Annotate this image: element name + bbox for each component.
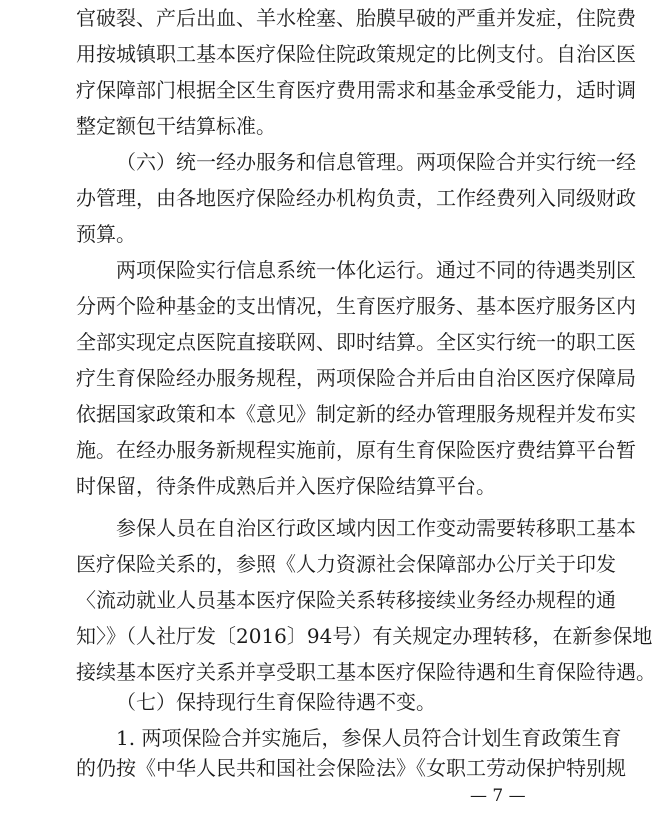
text-line: 知〉》（人社厅发〔2016〕94号）有关规定办理转移，在新参保地 <box>76 624 653 648</box>
text-line: 的仍按《中华人民共和国社会保险法》《女职工劳动保护特别规 <box>76 756 626 780</box>
text-line: 施。在经办服务新规程实施前，原有生育保险医疗费结算平台暂 <box>76 438 636 462</box>
text-line: 分两个险种基金的支出情况，生育医疗服务、基本医疗服务区内 <box>76 294 636 318</box>
text-line: 依据国家政策和本《意见》制定新的经办管理服务规程并发布实 <box>76 402 636 426</box>
text-line: 〈流动就业人员基本医疗保险关系转移接续业务经办规程的通 <box>76 588 616 612</box>
text-line: 全部实现定点医院直接联网、即时结算。全区实行统一的职工医 <box>76 330 636 354</box>
page-number: — 7 — <box>470 786 526 806</box>
text-line: 疗生育保险经办服务规程，两项保险合并后由自治区医疗保障局 <box>76 366 636 390</box>
text-line: 接续基本医疗关系并享受职工基本医疗保险待遇和生育保险待遇。 <box>76 660 656 684</box>
section-heading-line: （六）统一经办服务和信息管理。两项保险合并实行统一经 <box>116 150 636 174</box>
text-line: 1. 两项保险合并实施后，参保人员符合计划生育政策生育 <box>116 726 622 750</box>
text-line: 疗保障部门根据全区生育医疗费用需求和基金承受能力，适时调 <box>76 78 636 102</box>
text-line: 参保人员在自治区行政区域内因工作变动需要转移职工基本 <box>116 516 636 540</box>
text-line: 两项保险实行信息系统一体化运行。通过不同的待遇类别区 <box>116 258 636 282</box>
text-line: 预算。 <box>76 222 136 246</box>
text-line: 办管理，由各地医疗保险经办机构负责，工作经费列入同级财政 <box>76 186 636 210</box>
text-line: 官破裂、产后出血、羊水栓塞、胎膜早破的严重并发症，住院费 <box>76 6 636 30</box>
section-heading-line: （七）保持现行生育保险待遇不变。 <box>116 690 436 714</box>
text-line: 医疗保险关系的，参照《人力资源社会保障部办公厅关于印发 <box>76 552 616 576</box>
text-line: 时保留，待条件成熟后并入医疗保险结算平台。 <box>76 474 496 498</box>
text-line: 用按城镇职工基本医疗保险住院政策规定的比例支付。自治区医 <box>76 42 636 66</box>
text-line: 整定额包干结算标准。 <box>76 114 276 138</box>
